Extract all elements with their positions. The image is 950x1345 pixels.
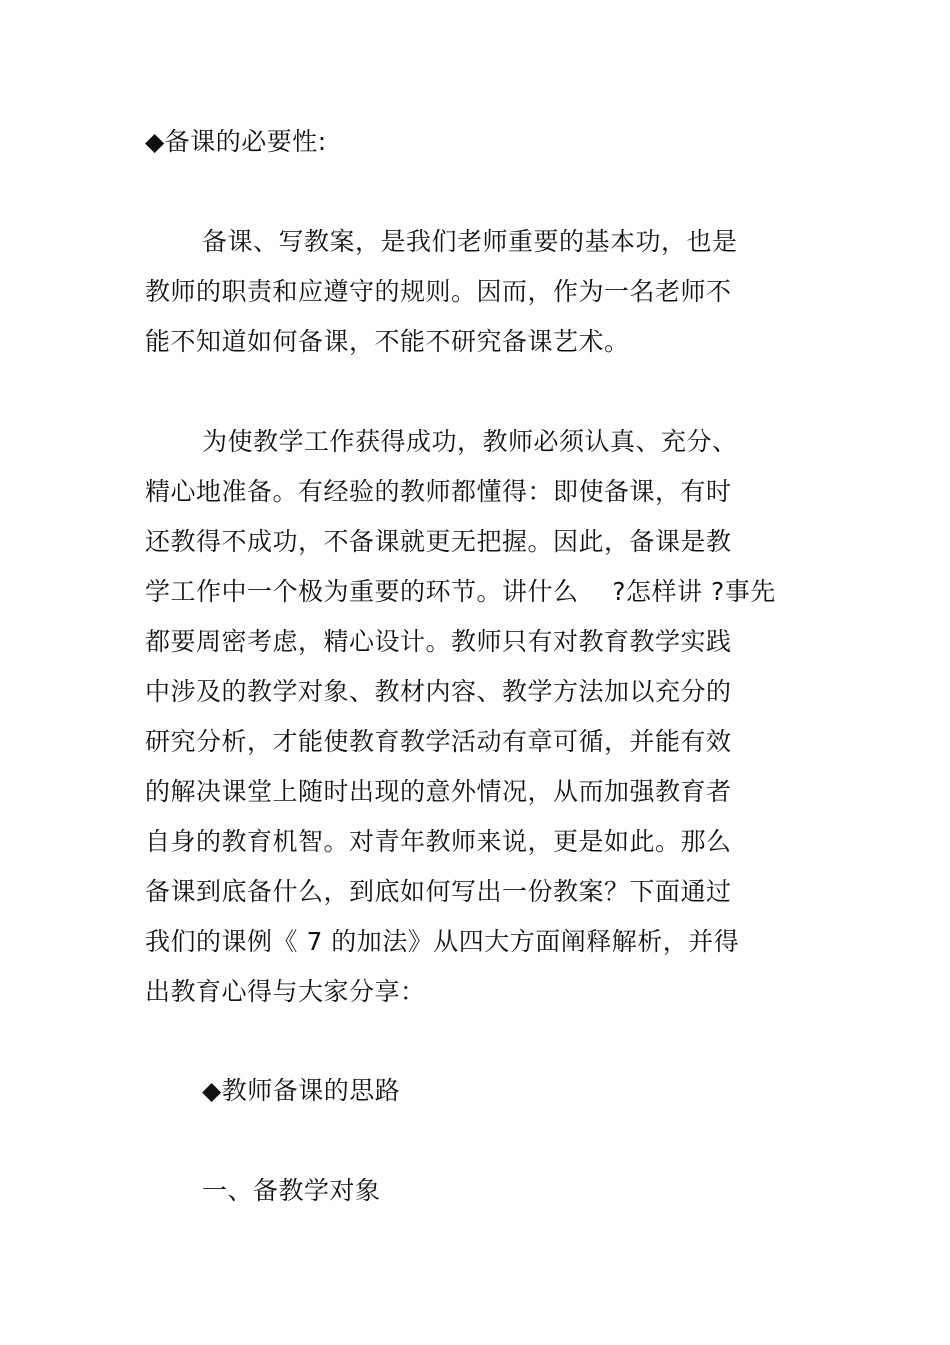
paragraph2-line-6: 中涉及的教学对象、教材内容、教学方法加以充分的 <box>145 677 732 706</box>
paragraph2-line-1: 为使教学工作获得成功，教师必须认真、充分、 <box>202 427 738 456</box>
paragraph2-line-7: 研究分析，才能使教育教学活动有章可循，并能有效 <box>145 727 732 756</box>
paragraph1-line-1: 备课、写教案，是我们老师重要的基本功，也是 <box>202 227 738 256</box>
paragraph2-line-10: 备课到底备什么，到底如何写出一份教案？下面通过 <box>145 877 732 906</box>
paragraph2-line-5: 都要周密考虑，精心设计。教师只有对教育教学实践 <box>145 627 732 656</box>
section-one-heading: 一、备教学对象 <box>202 1176 381 1205</box>
paragraph2-line-8: 的解决课堂上随时出现的意外情况，从而加强教育者 <box>145 777 732 806</box>
heading-approach: ◆教师备课的思路 <box>202 1076 401 1105</box>
paragraph2-line-3: 还教得不成功，不备课就更无把握。因此，备课是教 <box>145 527 732 556</box>
paragraph1-line-2: 教师的职责和应遵守的规则。因而，作为一名老师不 <box>145 277 732 306</box>
paragraph2-line-12: 出教育心得与大家分享： <box>145 977 426 1006</box>
paragraph2-line-2: 精心地准备。有经验的教师都懂得：即使备课，有时 <box>145 477 732 506</box>
paragraph2-line-11: 我们的课例《 7 的加法》从四大方面阐释解析，并得 <box>145 927 740 956</box>
paragraph2-line-4: 学工作中一个极为重要的环节。讲什么 ?怎样讲 ?事先 <box>145 577 776 606</box>
paragraph2-line-9: 自身的教育机智。对青年教师来说，更是如此。那么 <box>145 827 732 856</box>
paragraph1-line-3: 能不知道如何备课，不能不研究备课艺术。 <box>145 327 630 356</box>
heading-necessity: ◆备课的必要性: <box>145 127 327 156</box>
